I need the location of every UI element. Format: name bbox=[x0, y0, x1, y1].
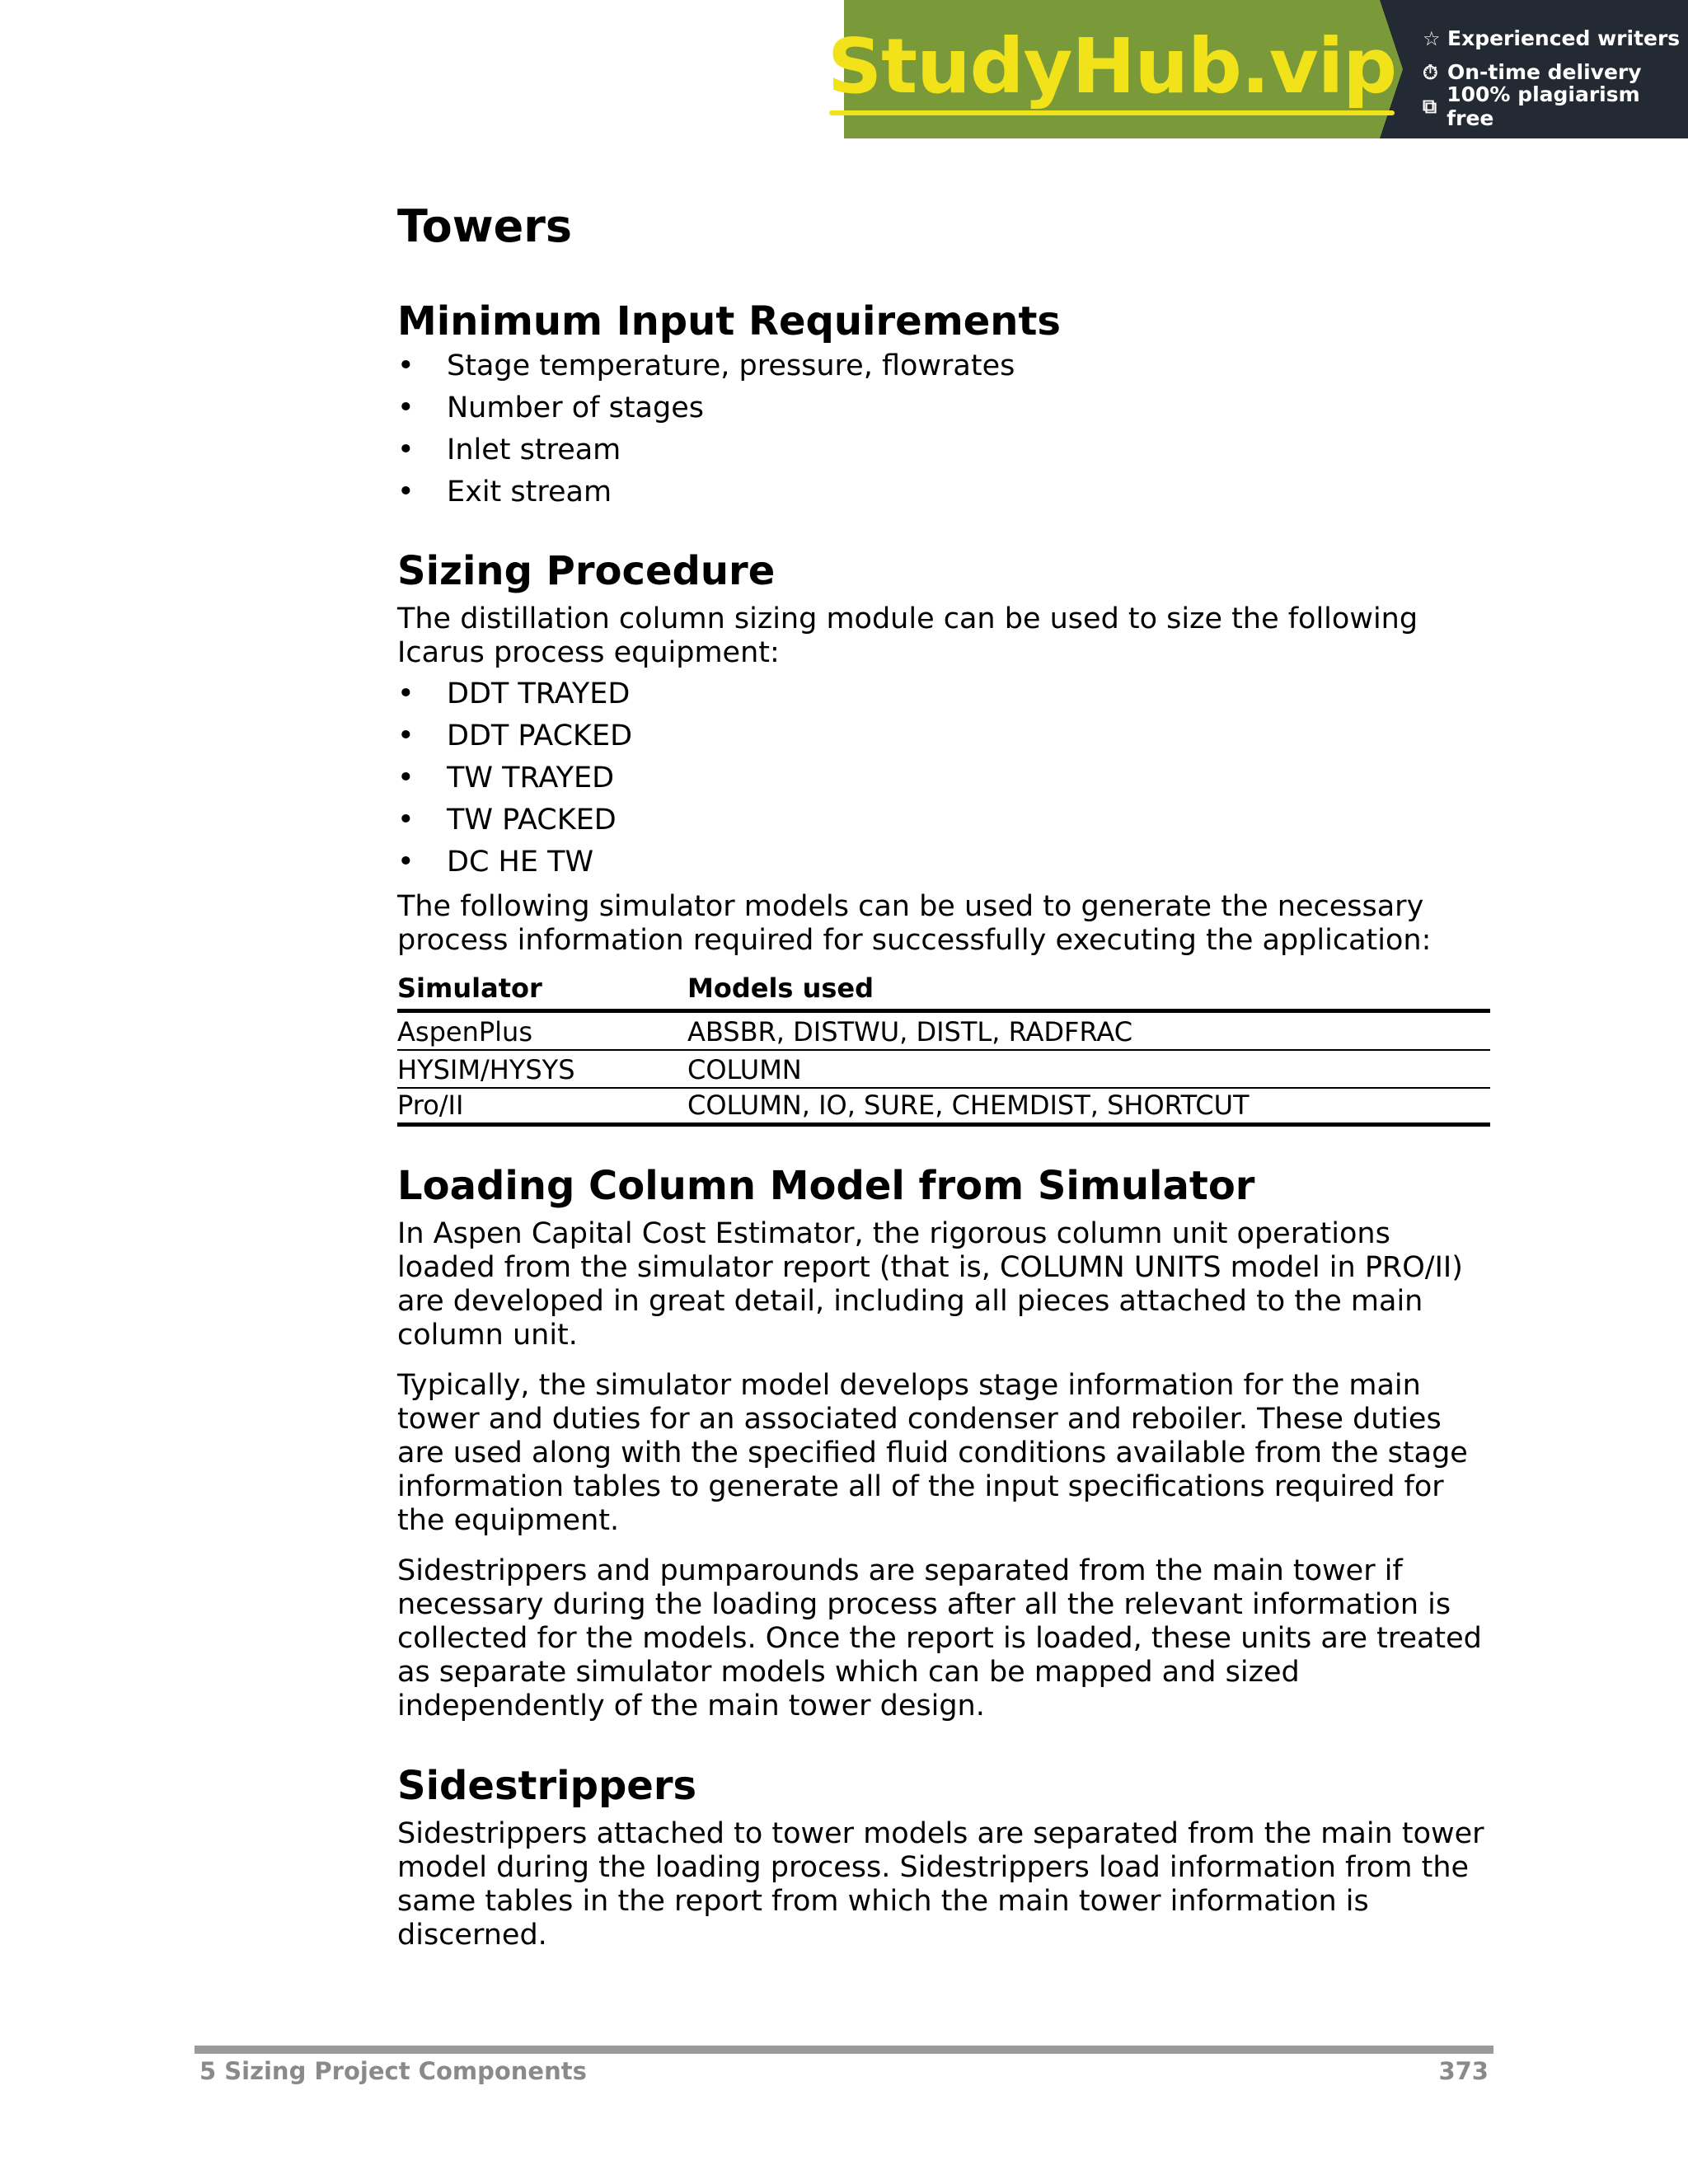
footer-chapter: 5 Sizing Project Components bbox=[199, 2057, 587, 2085]
models-intro: The following simulator models can be used to generate the necessary process information required for successfully executing the application: bbox=[397, 890, 1432, 957]
list-item: • Stage temperature, pressure, flowrates bbox=[397, 349, 1015, 382]
feature-text: On-time delivery bbox=[1447, 60, 1642, 84]
loading-paragraph-1: In Aspen Capital Cost Estimator, the rigorous column unit operations loaded from the simulator report (that is, COLUMN UNITS model in PRO/II) are developed in great detail, including all pieces attached to the main column unit. bbox=[397, 1217, 1463, 1352]
list-item: • TW TRAYED bbox=[397, 762, 615, 794]
logo-underline bbox=[829, 110, 1395, 115]
page-number: 373 bbox=[1438, 2057, 1489, 2085]
column-header-models: Models used bbox=[687, 972, 874, 1004]
heading-sidestrippers: Sidestrippers bbox=[397, 1763, 697, 1809]
min-input-list bbox=[397, 345, 1493, 513]
heading-minimum-input: Minimum Input Requirements bbox=[397, 298, 1061, 344]
table-row bbox=[397, 1089, 1490, 1127]
banner-features bbox=[1403, 0, 1688, 138]
footer-rule bbox=[195, 2046, 1493, 2054]
heading-sizing-procedure: Sizing Procedure bbox=[397, 548, 776, 594]
feature-text: 100% plagiarism free bbox=[1447, 82, 1640, 130]
logo-text: StudyHub.vip bbox=[827, 21, 1397, 110]
feature-text: Experienced writers bbox=[1447, 26, 1681, 50]
list-item: • TW PACKED bbox=[397, 804, 617, 837]
column-header-simulator: Simulator bbox=[397, 972, 542, 1004]
loading-paragraph-2: Typically, the simulator model develops stage information for the main tower and duties for an associated condenser and reboiler. These duties are used along with the specified fluid conditions available from the stage information tables to generate all of the input specifications required for the equipment. bbox=[397, 1369, 1468, 1537]
list-item: • DDT TRAYED bbox=[397, 677, 631, 710]
clock-icon: ⏱ bbox=[1423, 60, 1438, 84]
heading-loading-column: Loading Column Model from Simulator bbox=[397, 1163, 1255, 1209]
promo-banner[interactable] bbox=[827, 0, 1688, 138]
equipment-list bbox=[397, 673, 1493, 883]
list-item: • DC HE TW bbox=[397, 846, 594, 879]
simulator-table bbox=[397, 968, 1490, 1127]
feature-experienced-writers bbox=[1423, 21, 1688, 55]
feature-plagiarism-free bbox=[1423, 82, 1688, 130]
banner-logo-area bbox=[827, 0, 1397, 138]
table-cell: AspenPlus bbox=[397, 1016, 532, 1047]
sidestrippers-paragraph: Sidestrippers attached to tower models are separated from the main tower model during the loading process. Sidestrippers load information from the same tables in the report from which the main tower information is discerned. bbox=[397, 1817, 1484, 1952]
table-cell: ABSBR, DISTWU, DISTL, RADFRAC bbox=[687, 1016, 1133, 1047]
table-cell: COLUMN bbox=[687, 1054, 802, 1085]
copy-icon: ⧉ bbox=[1423, 94, 1437, 118]
sizing-intro: The distillation column sizing module can be used to size the following Icarus process equipment: bbox=[397, 602, 1418, 669]
loading-paragraph-3: Sidestrippers and pumparounds are separated from the main tower if necessary during the loading process after all the relevant information is collected for the models. Once the report is loaded, these units are treated as separate simulator models which can be mapped and sized independently of the main tower design. bbox=[397, 1554, 1482, 1722]
star-icon: ☆ bbox=[1423, 26, 1441, 50]
page-title: Towers bbox=[397, 200, 573, 252]
table-cell: COLUMN, IO, SURE, CHEMDIST, SHORTCUT bbox=[687, 1090, 1250, 1121]
table-cell: HYSIM/HYSYS bbox=[397, 1054, 575, 1085]
page-footer bbox=[199, 2057, 1489, 2085]
list-item: • DDT PACKED bbox=[397, 719, 633, 752]
table-row bbox=[397, 1051, 1490, 1089]
table-cell: Pro/II bbox=[397, 1090, 464, 1121]
page-content bbox=[397, 198, 1493, 1952]
list-item: • Exit stream bbox=[397, 476, 612, 509]
table-header-row bbox=[397, 968, 1490, 1013]
list-item: • Number of stages bbox=[397, 391, 704, 424]
list-item: • Inlet stream bbox=[397, 434, 621, 466]
table-row bbox=[397, 1013, 1490, 1051]
logo bbox=[828, 22, 1396, 117]
